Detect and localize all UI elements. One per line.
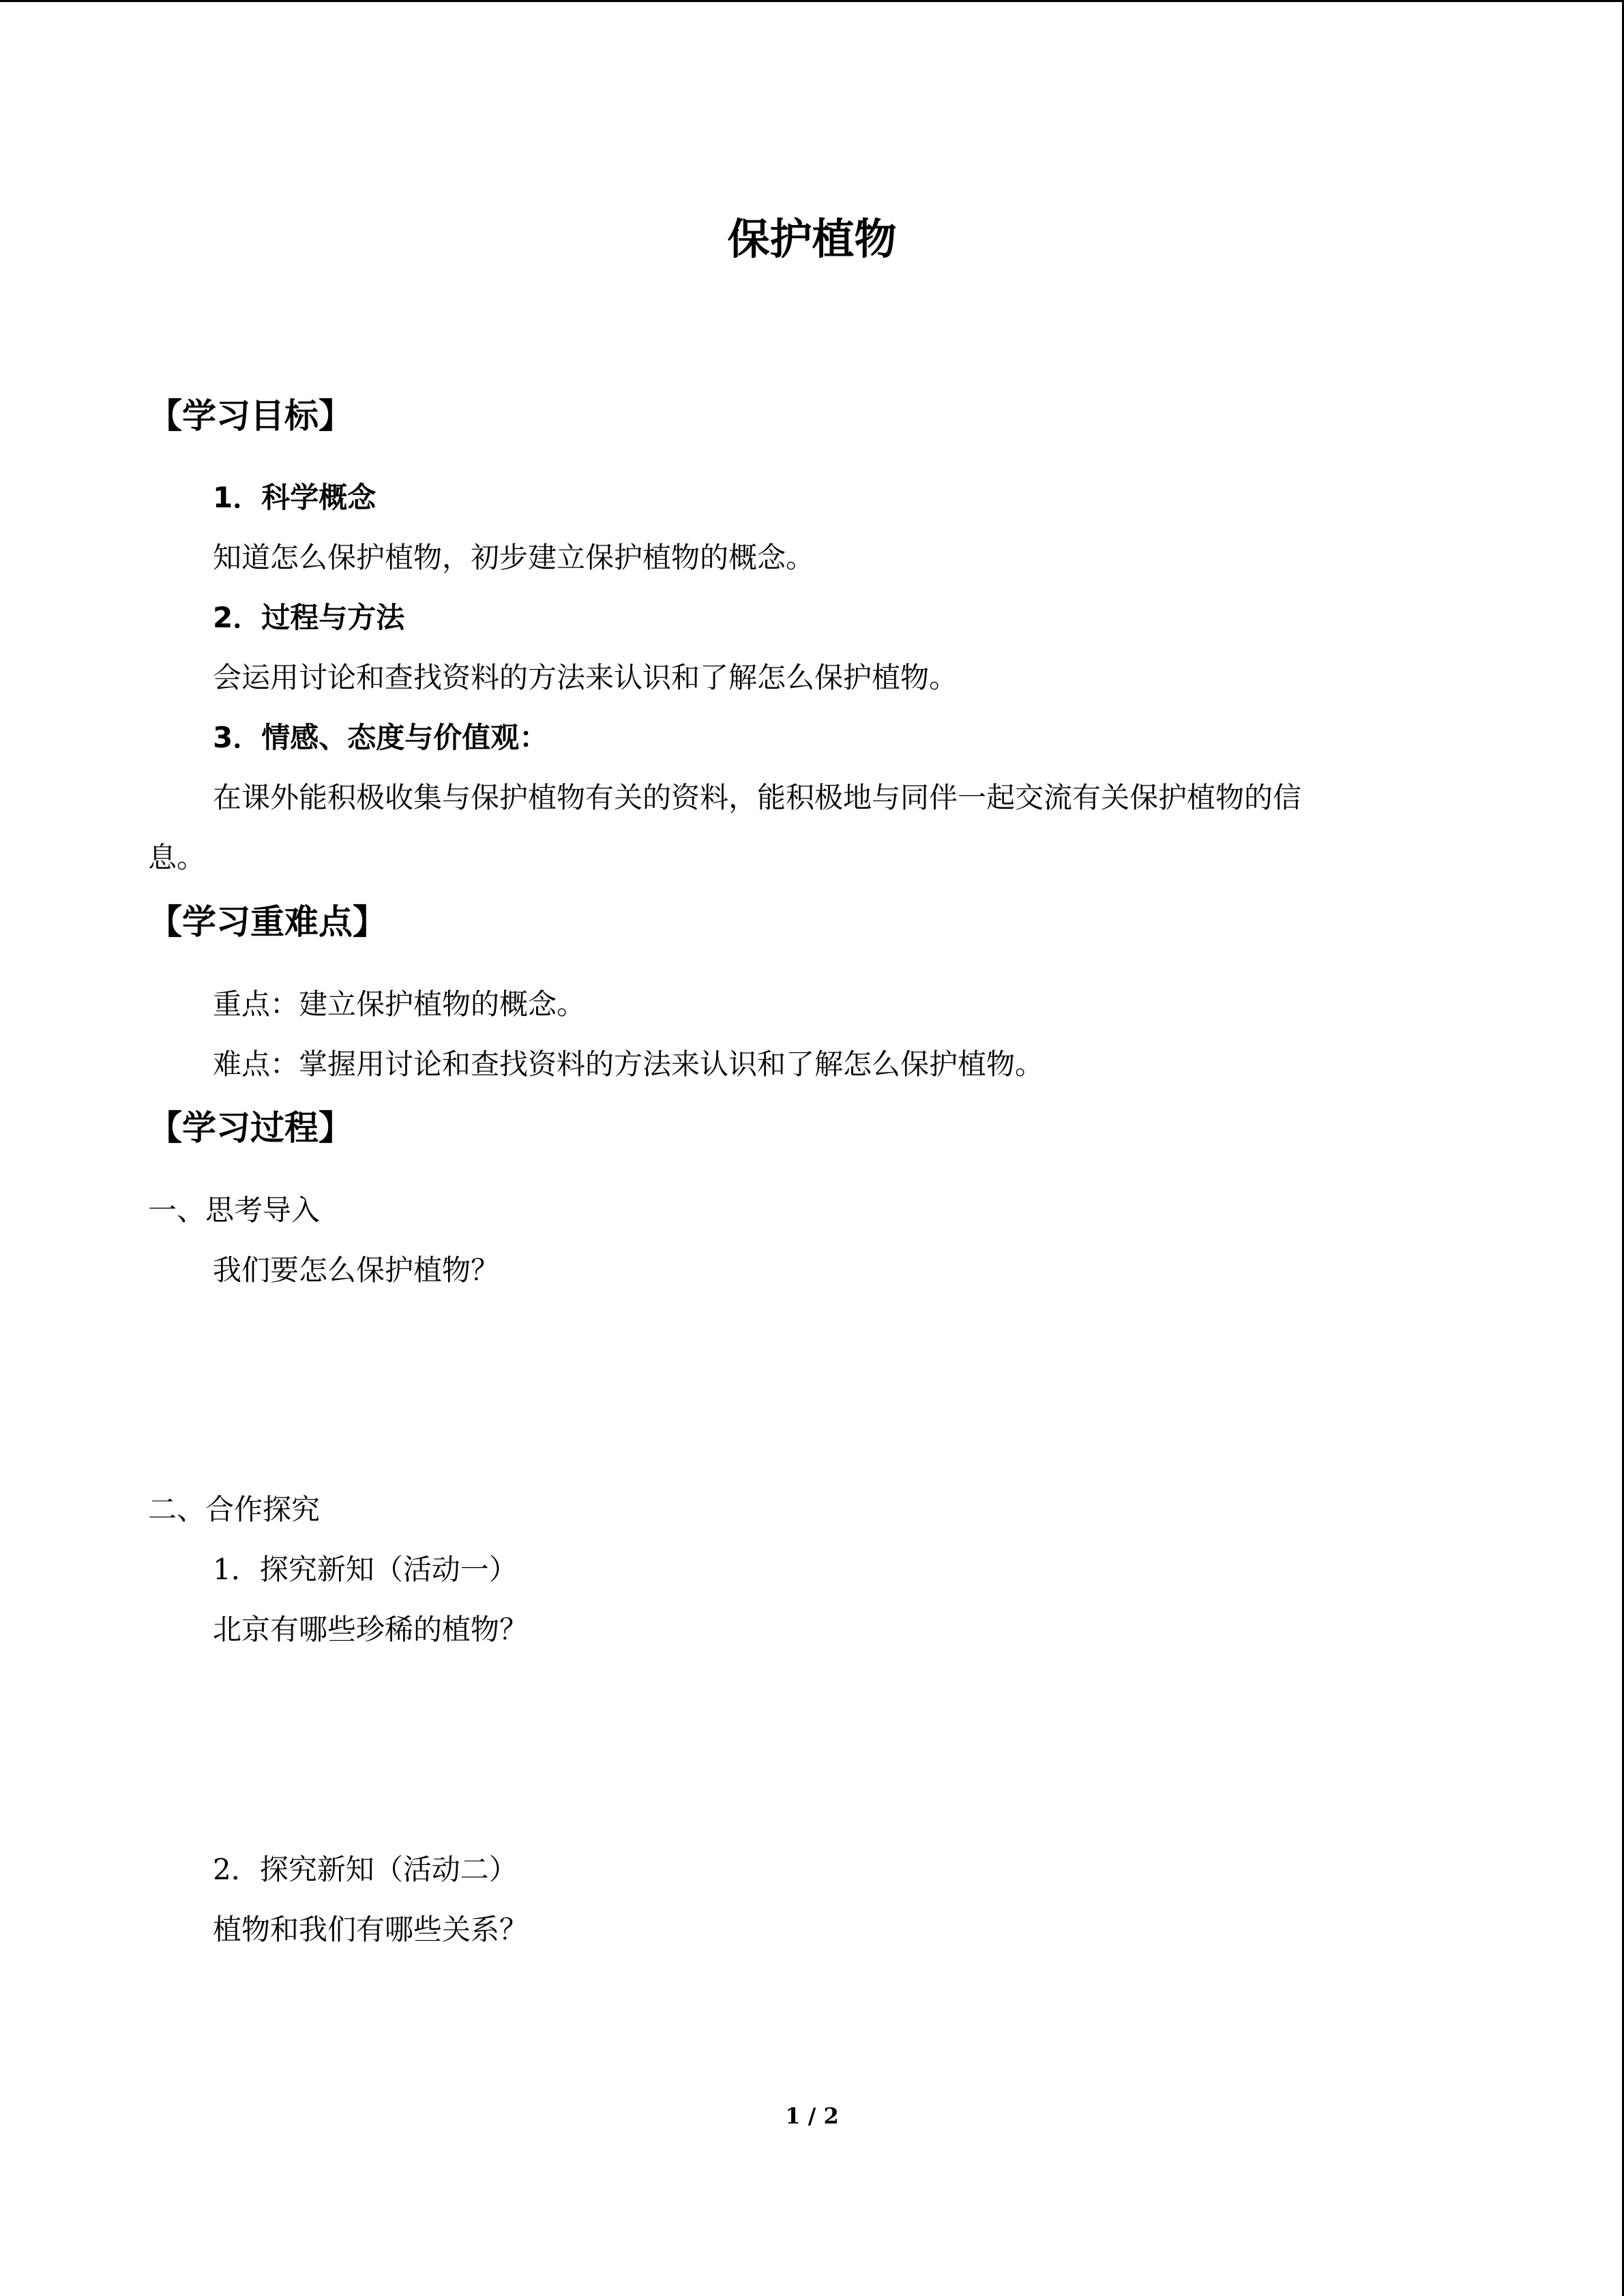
objective-label-attitude: 3．情感、态度与价值观： <box>213 721 548 754</box>
key-point-focus: 重点：建立保护植物的概念。 <box>213 987 586 1021</box>
page-number: 1 / 2 <box>785 2103 839 2129</box>
objective-label-concept: 1．科学概念 <box>213 481 377 514</box>
activity1-label: 1．探究新知（活动一） <box>213 1553 518 1586</box>
activity2-label: 2．探究新知（活动二） <box>213 1853 518 1886</box>
objective-label-process: 2．过程与方法 <box>213 601 405 634</box>
process-part1-question: 我们要怎么保护植物？ <box>213 1253 500 1287</box>
process-part2-heading: 二、合作探究 <box>148 1493 321 1526</box>
activity1-question: 北京有哪些珍稀的植物？ <box>213 1613 529 1646</box>
objective-text-attitude-line1: 在课外能积极收集与保护植物有关的资料，能积极地与同伴一起交流有关保护植物的信 <box>213 781 1302 814</box>
section-heading-objectives: 【学习目标】 <box>148 396 353 436</box>
activity2-question: 植物和我们有哪些关系？ <box>213 1913 529 1946</box>
objective-text-concept: 知道怎么保护植物，初步建立保护植物的概念。 <box>213 541 815 574</box>
process-part1-heading: 一、思考导入 <box>148 1193 321 1227</box>
objective-text-process: 会运用讨论和查找资料的方法来认识和了解怎么保护植物。 <box>213 661 958 694</box>
section-heading-key-points: 【学习重难点】 <box>148 902 387 942</box>
objective-text-attitude-line2: 息。 <box>148 841 206 874</box>
document-title: 保护植物 <box>727 214 897 264</box>
key-point-difficulty: 难点：掌握用讨论和查找资料的方法来认识和了解怎么保护植物。 <box>213 1047 1044 1081</box>
section-heading-process: 【学习过程】 <box>148 1108 353 1148</box>
